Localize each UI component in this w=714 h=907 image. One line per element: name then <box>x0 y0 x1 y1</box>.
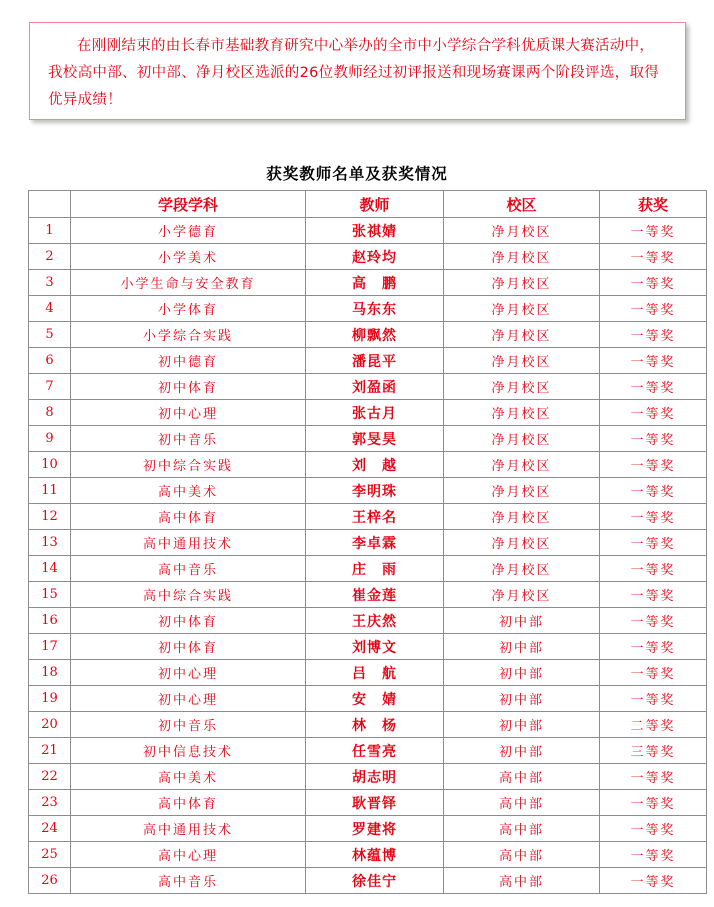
row-index: 2 <box>29 244 71 270</box>
campus-cell: 高中部 <box>444 816 600 842</box>
campus-cell: 初中部 <box>444 686 600 712</box>
teacher-cell: 郭旻昊 <box>306 426 444 452</box>
campus-cell: 初中部 <box>444 634 600 660</box>
table-row <box>29 478 707 504</box>
row-index: 1 <box>29 218 71 244</box>
header-index <box>29 191 71 218</box>
table-row <box>29 738 707 764</box>
row-index: 12 <box>29 504 71 530</box>
table-row <box>29 608 707 634</box>
teacher-cell: 林蕴博 <box>306 842 444 868</box>
teacher-cell: 王庆然 <box>306 608 444 634</box>
row-index: 16 <box>29 608 71 634</box>
table-row <box>29 686 707 712</box>
row-index: 15 <box>29 582 71 608</box>
teacher-cell: 安 婧 <box>306 686 444 712</box>
award-cell: 一等奖 <box>600 348 707 374</box>
table-row <box>29 426 707 452</box>
table-row <box>29 530 707 556</box>
subject-cell: 高中美术 <box>71 478 306 504</box>
award-cell: 一等奖 <box>600 764 707 790</box>
campus-cell: 净月校区 <box>444 452 600 478</box>
award-cell: 一等奖 <box>600 530 707 556</box>
campus-cell: 净月校区 <box>444 426 600 452</box>
campus-cell: 高中部 <box>444 764 600 790</box>
award-cell: 一等奖 <box>600 426 707 452</box>
award-cell: 一等奖 <box>600 868 707 894</box>
row-index: 26 <box>29 868 71 894</box>
table-row <box>29 842 707 868</box>
row-index: 4 <box>29 296 71 322</box>
award-cell: 一等奖 <box>600 218 707 244</box>
table-row <box>29 218 707 244</box>
teacher-cell: 马东东 <box>306 296 444 322</box>
teacher-cell: 潘昆平 <box>306 348 444 374</box>
teacher-cell: 刘 越 <box>306 452 444 478</box>
campus-cell: 净月校区 <box>444 374 600 400</box>
campus-cell: 净月校区 <box>444 556 600 582</box>
subject-cell: 高中通用技术 <box>71 530 306 556</box>
table-row <box>29 764 707 790</box>
subject-cell: 初中综合实践 <box>71 452 306 478</box>
award-cell: 一等奖 <box>600 400 707 426</box>
subject-cell: 小学德育 <box>71 218 306 244</box>
campus-cell: 净月校区 <box>444 270 600 296</box>
awards-table <box>28 190 707 894</box>
subject-cell: 初中体育 <box>71 374 306 400</box>
teacher-cell: 王梓名 <box>306 504 444 530</box>
teacher-cell: 罗建将 <box>306 816 444 842</box>
subject-cell: 高中通用技术 <box>71 816 306 842</box>
header-award: 获奖 <box>600 191 707 218</box>
subject-cell: 初中信息技术 <box>71 738 306 764</box>
table-row <box>29 660 707 686</box>
table-row <box>29 634 707 660</box>
header-campus: 校区 <box>444 191 600 218</box>
row-index: 9 <box>29 426 71 452</box>
subject-cell: 小学体育 <box>71 296 306 322</box>
row-index: 6 <box>29 348 71 374</box>
award-cell: 一等奖 <box>600 660 707 686</box>
award-cell: 一等奖 <box>600 556 707 582</box>
row-index: 17 <box>29 634 71 660</box>
award-cell: 一等奖 <box>600 790 707 816</box>
award-cell: 一等奖 <box>600 504 707 530</box>
table-row <box>29 270 707 296</box>
header-teacher: 教师 <box>306 191 444 218</box>
intro-paragraph: 在刚刚结束的由长春市基础教育研究中心举办的全市中小学综合学科优质课大赛活动中，我校高中部、初中部、净月校区选派的26位教师经过初评报送和现场赛课两个阶段评选，取得优异成绩！ <box>48 38 660 108</box>
table-row <box>29 712 707 738</box>
teacher-cell: 刘盈函 <box>306 374 444 400</box>
teacher-cell: 耿晋铎 <box>306 790 444 816</box>
row-index: 19 <box>29 686 71 712</box>
campus-cell: 初中部 <box>444 738 600 764</box>
table-title: 获奖教师名单及获奖情况 <box>266 165 448 183</box>
campus-cell: 初中部 <box>444 608 600 634</box>
award-cell: 一等奖 <box>600 608 707 634</box>
campus-cell: 净月校区 <box>444 478 600 504</box>
campus-cell: 净月校区 <box>444 348 600 374</box>
subject-cell: 初中体育 <box>71 634 306 660</box>
subject-cell: 初中音乐 <box>71 712 306 738</box>
subject-cell: 小学生命与安全教育 <box>71 270 306 296</box>
subject-cell: 初中音乐 <box>71 426 306 452</box>
table-row <box>29 374 707 400</box>
campus-cell: 净月校区 <box>444 296 600 322</box>
table-body <box>29 218 707 894</box>
row-index: 14 <box>29 556 71 582</box>
subject-cell: 初中心理 <box>71 686 306 712</box>
subject-cell: 高中综合实践 <box>71 582 306 608</box>
teacher-cell: 徐佳宁 <box>306 868 444 894</box>
campus-cell: 高中部 <box>444 868 600 894</box>
row-index: 21 <box>29 738 71 764</box>
award-cell: 一等奖 <box>600 582 707 608</box>
row-index: 8 <box>29 400 71 426</box>
table-row <box>29 868 707 894</box>
campus-cell: 净月校区 <box>444 244 600 270</box>
row-index: 24 <box>29 816 71 842</box>
award-cell: 一等奖 <box>600 478 707 504</box>
table-row <box>29 582 707 608</box>
subject-cell: 初中心理 <box>71 400 306 426</box>
row-index: 23 <box>29 790 71 816</box>
subject-cell: 高中美术 <box>71 764 306 790</box>
row-index: 7 <box>29 374 71 400</box>
row-index: 13 <box>29 530 71 556</box>
award-cell: 一等奖 <box>600 244 707 270</box>
campus-cell: 净月校区 <box>444 582 600 608</box>
table-row <box>29 322 707 348</box>
campus-cell: 高中部 <box>444 790 600 816</box>
award-cell: 一等奖 <box>600 634 707 660</box>
table-row <box>29 556 707 582</box>
row-index: 11 <box>29 478 71 504</box>
table-row <box>29 296 707 322</box>
award-cell: 一等奖 <box>600 296 707 322</box>
teacher-cell: 林 杨 <box>306 712 444 738</box>
teacher-cell: 崔金莲 <box>306 582 444 608</box>
subject-cell: 高中体育 <box>71 504 306 530</box>
campus-cell: 净月校区 <box>444 400 600 426</box>
teacher-cell: 李明珠 <box>306 478 444 504</box>
subject-cell: 高中心理 <box>71 842 306 868</box>
campus-cell: 净月校区 <box>444 530 600 556</box>
teacher-cell: 柳飘然 <box>306 322 444 348</box>
award-cell: 一等奖 <box>600 270 707 296</box>
teacher-cell: 吕 航 <box>306 660 444 686</box>
teacher-cell: 赵玲均 <box>306 244 444 270</box>
row-index: 25 <box>29 842 71 868</box>
award-cell: 一等奖 <box>600 686 707 712</box>
table-row <box>29 504 707 530</box>
subject-cell: 小学综合实践 <box>71 322 306 348</box>
campus-cell: 初中部 <box>444 660 600 686</box>
teacher-cell: 任雪亮 <box>306 738 444 764</box>
table-row <box>29 790 707 816</box>
teacher-cell: 张古月 <box>306 400 444 426</box>
subject-cell: 高中音乐 <box>71 868 306 894</box>
campus-cell: 净月校区 <box>444 218 600 244</box>
table-header-row <box>29 191 707 218</box>
subject-cell: 高中音乐 <box>71 556 306 582</box>
row-index: 18 <box>29 660 71 686</box>
subject-cell: 高中体育 <box>71 790 306 816</box>
campus-cell: 净月校区 <box>444 504 600 530</box>
teacher-cell: 胡志明 <box>306 764 444 790</box>
subject-cell: 初中体育 <box>71 608 306 634</box>
table-row <box>29 400 707 426</box>
row-index: 22 <box>29 764 71 790</box>
subject-cell: 初中心理 <box>71 660 306 686</box>
award-cell: 一等奖 <box>600 322 707 348</box>
award-cell: 一等奖 <box>600 842 707 868</box>
campus-cell: 高中部 <box>444 842 600 868</box>
row-index: 3 <box>29 270 71 296</box>
award-cell: 一等奖 <box>600 816 707 842</box>
campus-cell: 初中部 <box>444 712 600 738</box>
award-cell: 二等奖 <box>600 712 707 738</box>
teacher-cell: 李卓霖 <box>306 530 444 556</box>
teacher-cell: 张祺婧 <box>306 218 444 244</box>
teacher-cell: 庄 雨 <box>306 556 444 582</box>
table-row <box>29 244 707 270</box>
header-subject: 学段学科 <box>71 191 306 218</box>
row-index: 10 <box>29 452 71 478</box>
subject-cell: 小学美术 <box>71 244 306 270</box>
subject-cell: 初中德育 <box>71 348 306 374</box>
intro-box <box>29 22 686 120</box>
award-cell: 一等奖 <box>600 374 707 400</box>
table-row <box>29 348 707 374</box>
table-row <box>29 452 707 478</box>
teacher-cell: 高 鹏 <box>306 270 444 296</box>
table-row <box>29 816 707 842</box>
award-cell: 三等奖 <box>600 738 707 764</box>
teacher-cell: 刘博文 <box>306 634 444 660</box>
row-index: 5 <box>29 322 71 348</box>
row-index: 20 <box>29 712 71 738</box>
campus-cell: 净月校区 <box>444 322 600 348</box>
award-cell: 一等奖 <box>600 452 707 478</box>
